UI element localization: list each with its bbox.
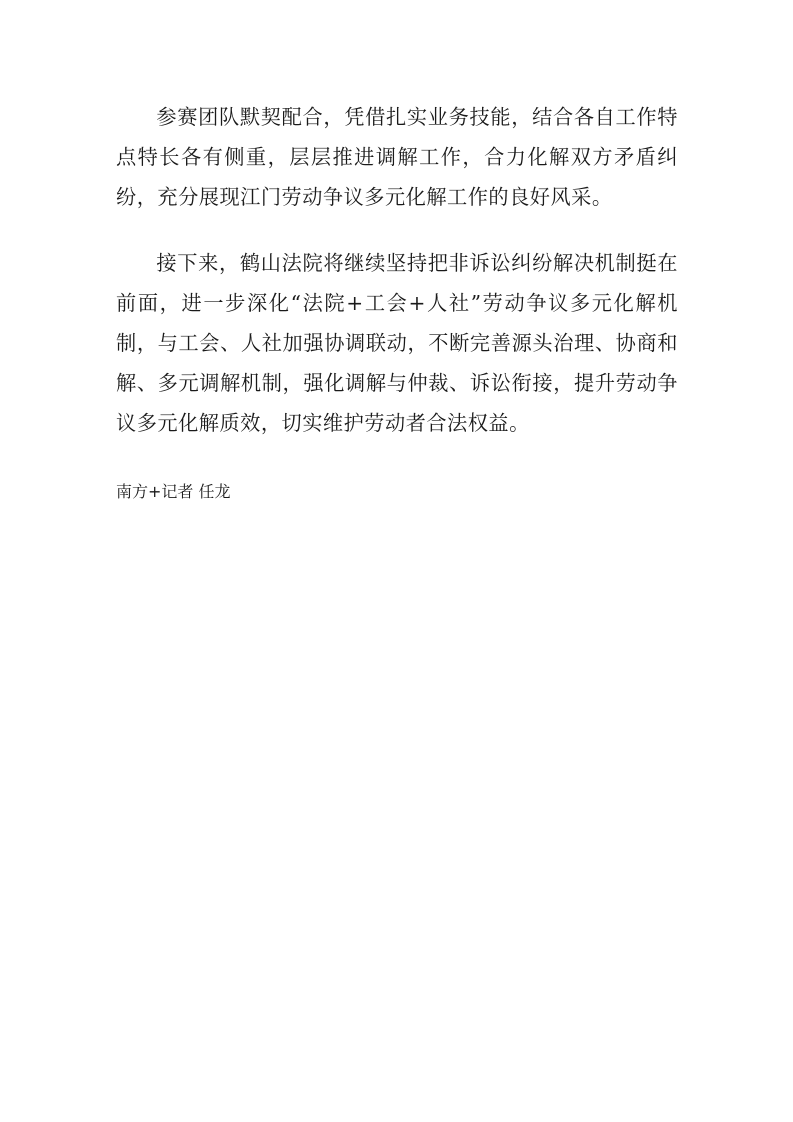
article-paragraph-1: 参赛团队默契配合，凭借扎实业务技能，结合各自工作特点特长各有侧重，层层推进调解工作，合力化解双方矛盾纠纷，充分展现江门劳动争议多元化解工作的良好风采。	[116, 105, 678, 209]
article-paragraph-2: 接下来，鹤山法院将继续坚持把非诉讼纠纷解决机制挺在前面，进一步深化“法院+工会+人社”劳动争议多元化解机制，与工会、人社加强协调联动，不断完善源头治理、协商和解、多元调解机制，强化调解与仲裁、诉讼衔接，提升劳动争议多元化解质效，切实维护劳动者合法权益。	[116, 251, 678, 435]
article-byline: 南方+记者 任龙	[116, 482, 231, 501]
